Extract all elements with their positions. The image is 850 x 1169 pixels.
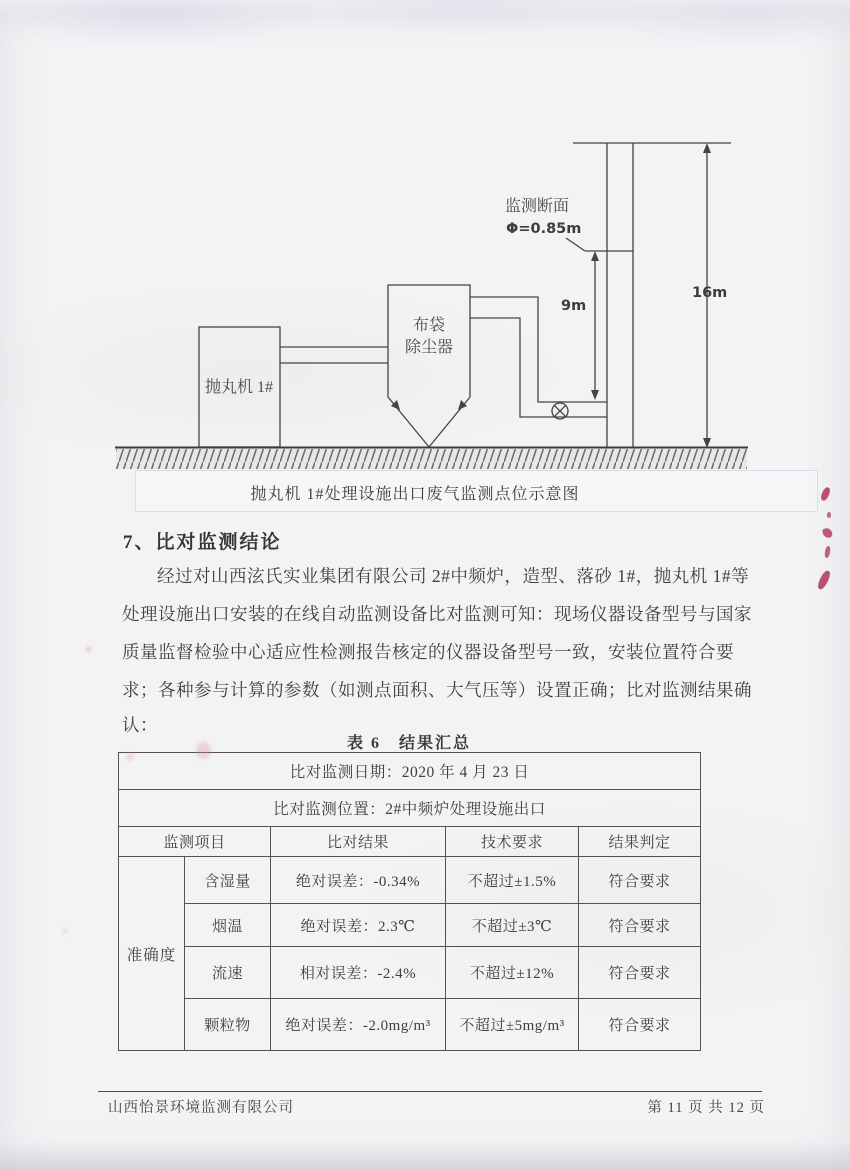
duct-to-stack [470,297,607,417]
dimension-9m [591,251,599,400]
label-shot-blaster: 抛丸机 1# [204,379,274,396]
table-row [119,999,701,1051]
monitoring-section-line [566,238,633,251]
group-label-accuracy: 准确度 [119,857,185,1051]
pink-smudge [126,753,134,761]
table-row [119,857,701,904]
figure-caption: 抛丸机 1#处理设施出口废气监测点位示意图 [250,486,580,503]
baghouse-box [388,285,470,447]
label-baghouse-1: 布袋 [412,317,446,334]
cell-judgment: 符合要求 [579,904,701,947]
table-date-row: 比对监测日期：2020 年 4 月 23 日 [119,753,701,790]
section-title: 7、比对监测结论 [123,532,282,553]
footer-page-number: 第 11 页 共 12 页 [647,1100,765,1116]
footer-company: 山西怡景环境监测有限公司 [108,1100,294,1116]
cell-item: 颗粒物 [185,999,271,1051]
red-ink-mark [824,546,831,559]
label-monitoring-section: 监测断面 [505,198,570,215]
cell-result: 绝对误差：-0.34% [271,857,446,904]
cell-requirement: 不超过±5mg/m³ [446,999,579,1051]
cell-result: 绝对误差：-2.0mg/m³ [271,999,446,1051]
table-title: 表 6 结果汇总 [346,735,471,752]
cell-judgment: 符合要求 [579,999,701,1051]
cell-item: 含湿量 [185,857,271,904]
cell-item: 烟温 [185,904,271,947]
cell-result: 绝对误差：2.3℃ [271,904,446,947]
paragraph-line-2: 处理设施出口安装的在线自动监测设备比对监测可知：现场仪器设备型号与国家 [122,604,752,624]
table-location-row: 比对监测位置：2#中频炉处理设施出口 [119,790,701,827]
table-row [119,947,701,999]
footer-rule [98,1091,762,1092]
red-ink-mark [816,569,832,590]
cell-judgment: 符合要求 [579,947,701,999]
col-header-item: 监测项目 [119,827,271,857]
table-row [119,904,701,947]
paragraph-line-3: 质量监督检验中心适应性检测报告核定的仪器设备型号一致，安装位置符合要 [122,642,734,662]
duct-to-baghouse [280,347,388,363]
pink-speck [62,928,68,934]
cell-requirement: 不超过±1.5% [446,857,579,904]
pink-smudge [196,742,211,759]
col-header-judgment: 结果判定 [579,827,701,857]
paragraph-line-4: 求；各种参与计算的参数（如测点面积、大气压等）设置正确；比对监测结果确 [122,680,752,700]
cell-item: 流速 [185,947,271,999]
monitoring-point-diagram [0,0,850,530]
cell-requirement: 不超过±3℃ [446,904,579,947]
red-ink-mark [827,512,831,518]
cell-result: 相对误差：-2.4% [271,947,446,999]
ground [115,448,748,470]
pink-speck [86,646,91,652]
label-9m: 9m [561,298,587,314]
results-table [118,752,701,1051]
col-header-requirement: 技术要求 [446,827,579,857]
col-header-result: 比对结果 [271,827,446,857]
label-baghouse-2: 除尘器 [404,339,454,356]
label-diameter: Φ=0.85m [506,221,582,237]
paragraph-line-1: 经过对山西泫氏实业集团有限公司 2#中频炉，造型、落砂 1#，抛丸机 1#等 [157,566,750,586]
cell-requirement: 不超过±12% [446,947,579,999]
label-16m: 16m [692,285,728,301]
cell-judgment: 符合要求 [579,857,701,904]
paragraph-line-5: 认： [122,715,158,735]
